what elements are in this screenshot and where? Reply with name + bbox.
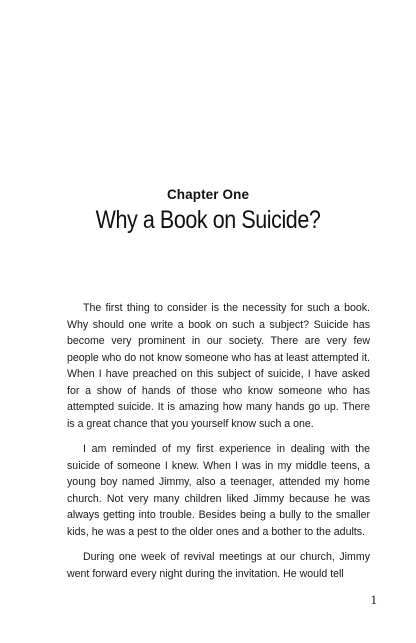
chapter-body xyxy=(67,300,370,591)
paragraph: The first thing to consider is the necessity for such a book. Why should one write a book on such a subject? Suicide has become very prominent in our society. There are very few people who do not know someone who has at least attempted it. When I have preached on this subject of suicide, I have asked for a show of hands of those who know someone who has attempted suicide. It is amazing how many hands go up. There is a great chance that you yourself know such a one. xyxy=(67,302,370,430)
paragraph: I am reminded of my first experience in dealing with the suicide of someone I knew. When I was in my middle teens, a young boy named Jimmy, also a teenager, attended my home church. Not very many children liked Jimmy because he was always getting into trouble. Besides being a bully to the smaller kids, he was a pest to the older ones and a bother to the adults. xyxy=(67,443,370,538)
chapter-label: Chapter One xyxy=(166,187,250,202)
chapter-title: Why a Book on Suicide? xyxy=(95,206,321,234)
paragraph: During one week of revival meetings at our church, Jimmy went forward every night during the invitation. He would tell xyxy=(67,551,370,580)
page-number: 1 xyxy=(370,592,377,607)
